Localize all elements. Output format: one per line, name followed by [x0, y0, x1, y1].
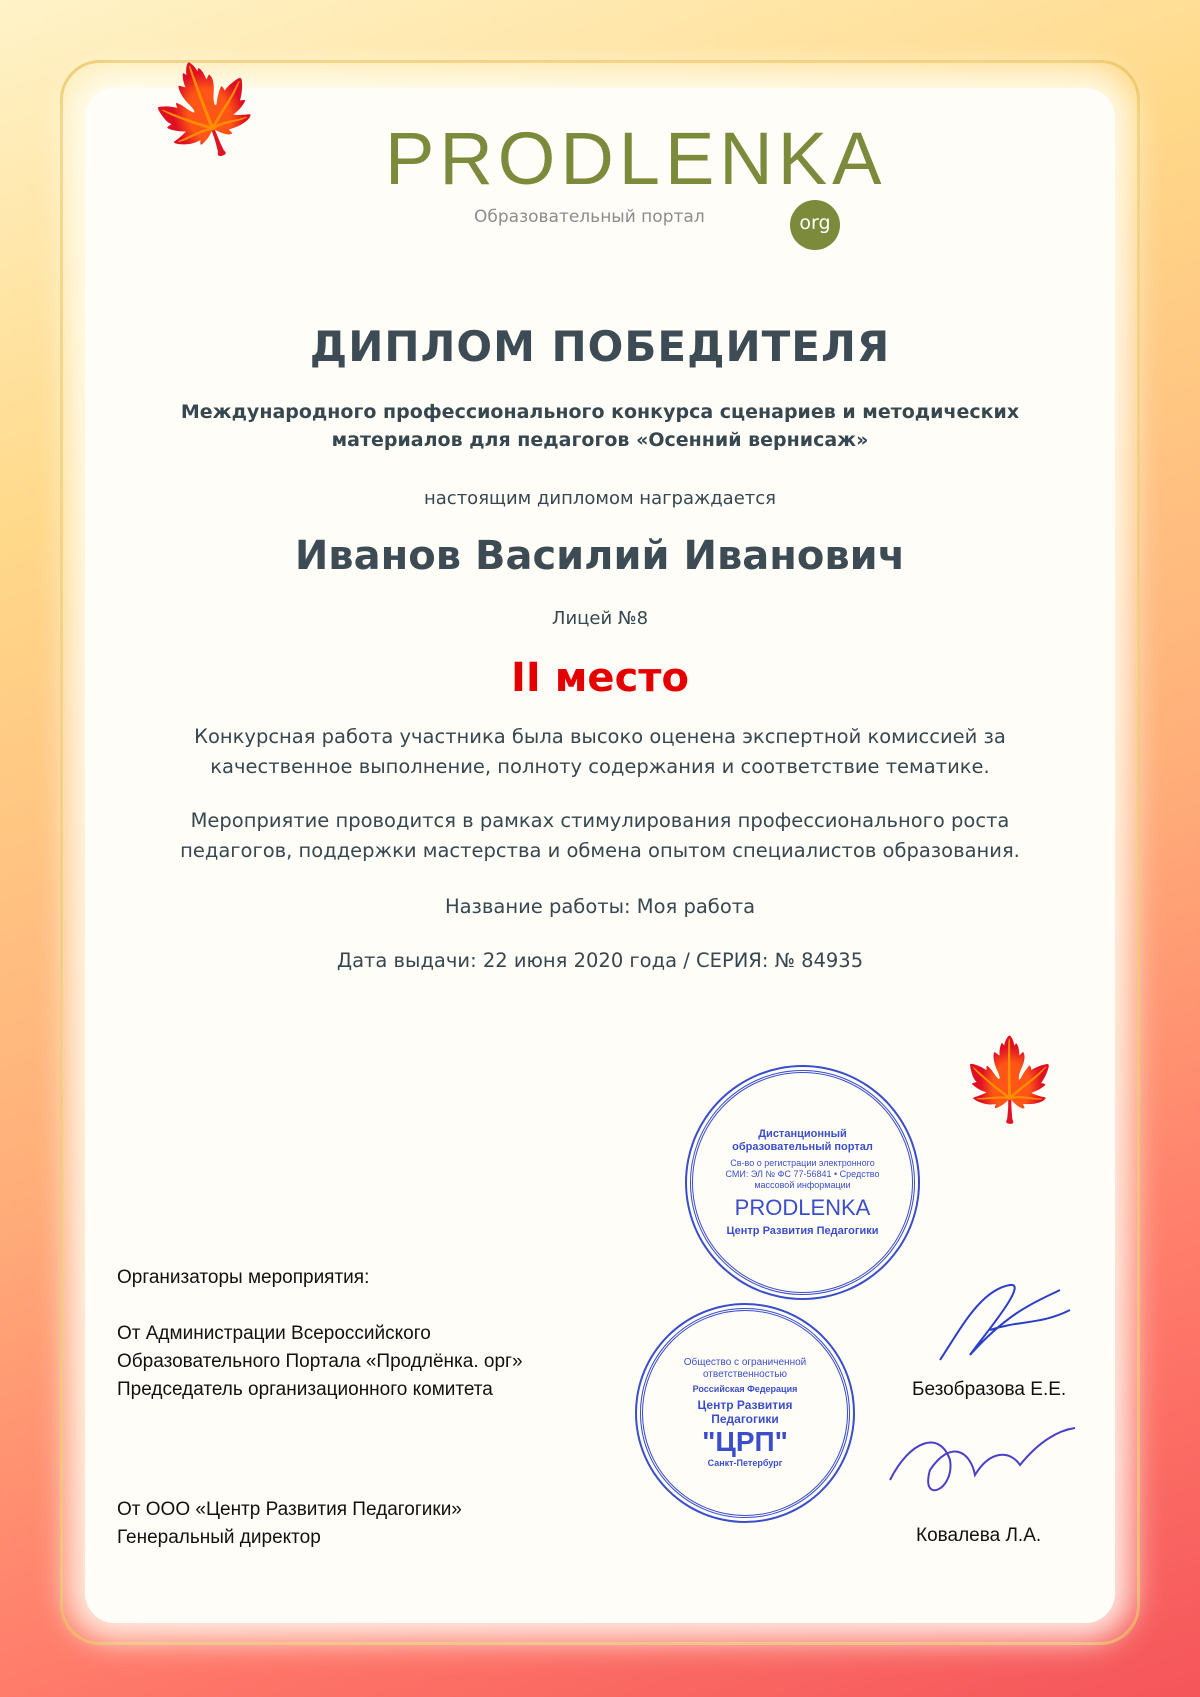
awarded-text: настоящим дипломом награждается: [424, 488, 776, 509]
stamp2-inner-text: Центр Развития Педагогики: [697, 1398, 793, 1426]
maple-leaf-icon: 🍁: [960, 1033, 1060, 1126]
contest-name-line2: материалов для педагогов «Осенний вернисаж»: [331, 429, 869, 451]
stamp1-bottom-text: Центр Развития Педагогики: [726, 1224, 879, 1237]
crp-stamp: [640, 1308, 850, 1518]
org2-signer: Ковалева Л.А.: [916, 1525, 1042, 1546]
para1-line2: качественное выполнение, полноту содержания и соответствие тематике.: [210, 755, 990, 778]
stamp1-center-text: PRODLENKA: [734, 1194, 871, 1220]
prodlenka-stamp: [690, 1070, 915, 1295]
issue-info: Дата выдачи: 22 июня 2020 года / СЕРИЯ: № 84935: [336, 949, 864, 972]
stamp2-city-text: Санкт-Петербург: [707, 1458, 783, 1468]
contest-name-line1: Международного профессионального конкурса сценариев и методических: [180, 401, 1020, 423]
logo-badge: org: [790, 200, 840, 250]
organizers-heading: Организаторы мероприятия:: [117, 1267, 370, 1288]
org1-line1: От Администрации Всероссийского: [117, 1323, 431, 1344]
place: II место: [511, 655, 689, 701]
maple-leaf-icon: 🍁: [135, 41, 277, 179]
para1-line1: Конкурсная работа участника была высоко оценена экспертной комиссией за: [194, 725, 1006, 748]
stamp2-outer-text: Общество с ограниченной ответственностью: [683, 1357, 807, 1380]
logo-tagline: Образовательный портал: [474, 207, 705, 227]
signature-1: [920, 1270, 1080, 1370]
recipient-name: Иванов Василий Иванович: [294, 533, 906, 579]
signature-2: [880, 1420, 1080, 1520]
stamp1-outer-text: Дистанционный образовательный портал: [732, 1127, 873, 1153]
work-title: Название работы: Моя работа: [444, 895, 756, 918]
institution: Лицей №8: [551, 608, 649, 629]
logo-brand: PRODLENKA: [385, 117, 887, 200]
para2-line1: Мероприятие проводится в рамках стимулирования профессионального роста: [190, 809, 1010, 832]
org2-line1: От ООО «Центр Развития Педагогики»: [117, 1499, 462, 1520]
stamp2-center-text: "ЦРП": [702, 1426, 788, 1457]
org1-signer: Безобразова Е.Е.: [912, 1379, 1067, 1400]
para2-line2: педагогов, поддержки мастерства и обмена опытом специалистов образования.: [180, 839, 1020, 862]
org1-line2: Образовательного Портала «Продлёнка. орг»: [117, 1351, 523, 1372]
org2-line2: Генеральный директор: [117, 1527, 321, 1548]
stamp2-country-text: Российская Федерация: [692, 1384, 798, 1394]
org1-line3: Председатель организационного комитета: [117, 1379, 493, 1400]
diploma-title: ДИПЛОМ ПОБЕДИТЕЛЯ: [309, 322, 891, 371]
stamp1-inner-text: Св-во о регистрации электронного СМИ: ЭЛ № ФС 77-56841 • Средство массовой информации: [725, 1157, 880, 1190]
